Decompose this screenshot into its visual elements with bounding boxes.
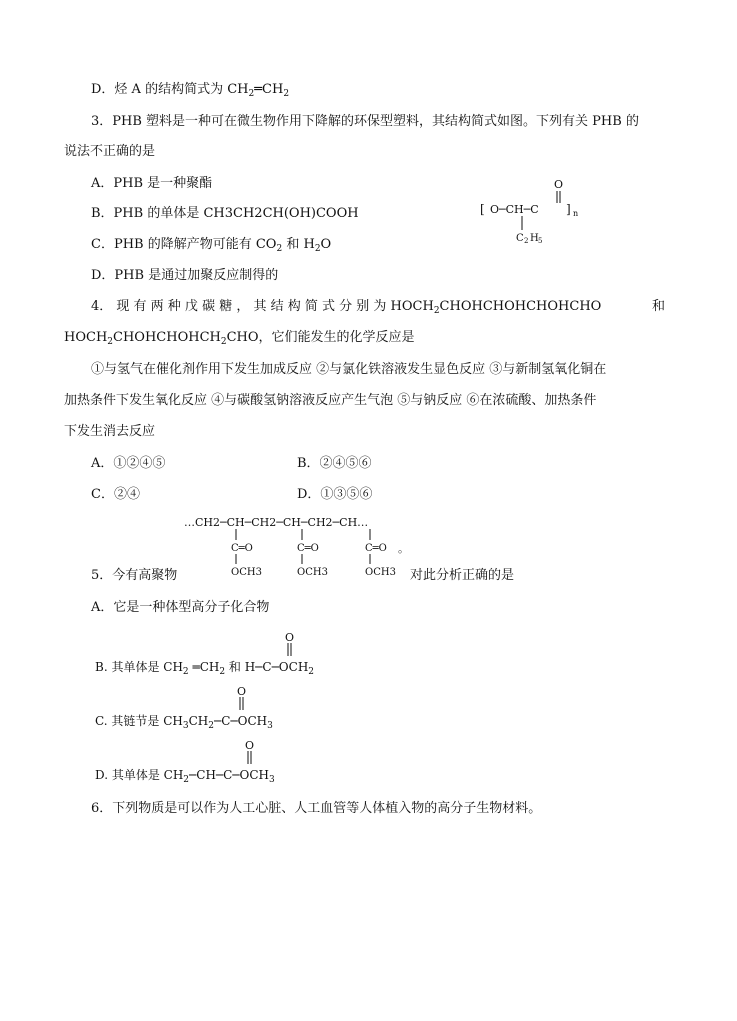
q5-option-c-text3: ─C─OCH [213,714,268,728]
q5-option-d-sub2: 3 [269,775,275,785]
phb-ethyl-c: C [516,233,524,244]
polymer-carbonyl-1: C═O [231,543,253,554]
phb-bracket-open: [ [480,202,485,216]
phb-carbonyl-oxygen: O [554,178,564,191]
q4-option-a: A．①②④⑤ [91,456,166,471]
q4-stem-line2 [64,330,415,350]
q3-option-c-text2: 和 H [282,237,315,252]
polymer-carbonyl-2: C═O [297,543,319,554]
q2-option-d-sub2: 2 [283,89,290,99]
q5-option-b-text2: ═CH [188,660,220,674]
q3-option-d: D．PHB 是通过加聚反应制得的 [91,268,279,283]
polymer-backbone: …CH2─CH─CH2─CH─CH2─CH… [184,516,369,529]
q2-option-d [91,82,289,102]
q5-stem-b: 对此分析正确的是 [410,568,515,583]
q4-stem2-sub1: 2 [107,337,114,347]
phb-bracket-close: ] [566,202,571,216]
q3-option-c-text3: O [320,237,332,252]
q5-option-d [95,767,275,788]
q3-option-c-sub2: 2 [314,244,321,254]
q5-polymer-figure [184,512,414,580]
phb-ethyl-c-sub: 2 [524,237,529,245]
q5-stem-a: 5．今有高聚物 [91,568,178,583]
q4-stem1-text: 4． 现 有 两 种 戊 碳 糖 ， 其 结 构 简 式 分 别 为 HOCH [91,299,434,314]
q3-option-b: B．PHB 的单体是 CH3CH2CH(OH)COOH [91,206,359,221]
q5-option-c-text2: CH [188,714,209,728]
q5-option-c-sub2: 2 [208,721,214,731]
q5-option-c [95,713,273,734]
q5-option-b-sub2: 2 [219,667,226,677]
q5-option-d-double-bond [247,751,253,764]
q4-stem2-text2: CHOHCHOHCH [113,330,221,345]
q5-option-b-text1: B. 其单体是 CH [95,660,183,674]
q4-option-c: C．②④ [91,487,140,502]
phb-chain: O─CH─C [490,203,539,216]
polymer-methoxy-1: OCH3 [231,567,262,578]
q4-condition-line1: ①与氢气在催化剂作用下发生加成反应 ②与氯化铁溶液发生显色反应 ③与新制氢氧化铜在 [91,362,607,377]
q5-option-b-sub1: 2 [182,667,189,677]
q5-option-c-text1: C. 其链节是 CH [95,714,183,728]
q4-option-d: D．①③⑤⑥ [297,487,373,502]
q5-option-b-text3: 和 H─C─OCH [225,660,309,674]
q5-option-a: A．它是一种体型高分子化合物 [91,600,270,615]
phb-ethyl-h-sub: 5 [538,237,543,245]
q4-stem-and: 和 [652,299,666,314]
q2-option-d-sub1: 2 [248,89,255,99]
q2-option-d-mid: ═CH [254,82,284,97]
q6-stem: 6．下列物质是可以作为人工心脏、人工血管等人体植入物的高分子生物材料。 [91,801,542,816]
q4-option-b: B．②④⑤⑥ [297,456,372,471]
q5-option-d-sub1: 2 [183,775,190,785]
polymer-methoxy-2: OCH3 [297,567,328,578]
q5-option-d-oxygen: O [245,739,255,752]
q5-option-c-sub3: 3 [267,721,273,731]
q3-stem-line2: 说法不正确的是 [64,144,156,159]
q4-stem2-text1: HOCH [64,330,108,345]
q3-option-c-sub1: 2 [276,244,283,254]
q4-stem1-formula: CHOHCHOHCHOHCHO [439,299,602,314]
q4-condition-line3: 下发生消去反应 [64,424,156,439]
q5-option-d-text1: D. 其单体是 CH [95,768,184,782]
q3-stem-line1: 3．PHB 塑料是一种可在微生物作用下降解的环保型塑料，其结构简式如图。下列有关 PHB 的 [91,114,639,129]
q3-option-c-text1: C．PHB 的降解产物可能有 CO [91,237,277,252]
phb-ethyl-h: H [530,233,539,244]
q3-option-c [91,237,331,257]
q5-option-d-text2: ─CH─C─OCH [189,768,270,782]
q4-stem2-text3: CHO，它们能发生的化学反应是 [226,330,415,345]
q5-option-b-sub3: 2 [308,667,315,677]
q5-option-b-oxygen: O [285,631,295,644]
q5-option-b [95,659,314,680]
q2-option-d-text: D．烃 A 的结构简式为 CH [91,82,249,97]
q5-option-b-double-bond [287,643,293,656]
q4-stem-line1 [91,299,601,319]
phb-structure-figure [478,176,588,246]
q5-option-c-oxygen: O [237,685,247,698]
q5-option-c-double-bond [239,697,245,710]
q4-condition-line2: 加热条件下发生氧化反应 ④与碳酸氢钠溶液反应产生气泡 ⑤与钠反应 ⑥在浓硫酸、加热条件 [64,393,597,408]
polymer-methoxy-3: OCH3 [365,567,396,578]
q5-option-c-sub1: 3 [182,721,189,731]
q4-stem1-sub: 2 [433,306,440,316]
q4-stem2-sub2: 2 [220,337,227,347]
q3-option-a: A．PHB 是一种聚酯 [91,176,213,191]
polymer-carbonyl-3: C═O [365,543,387,554]
polymer-period: 。 [398,542,409,555]
phb-repeat-n: n [573,209,579,218]
